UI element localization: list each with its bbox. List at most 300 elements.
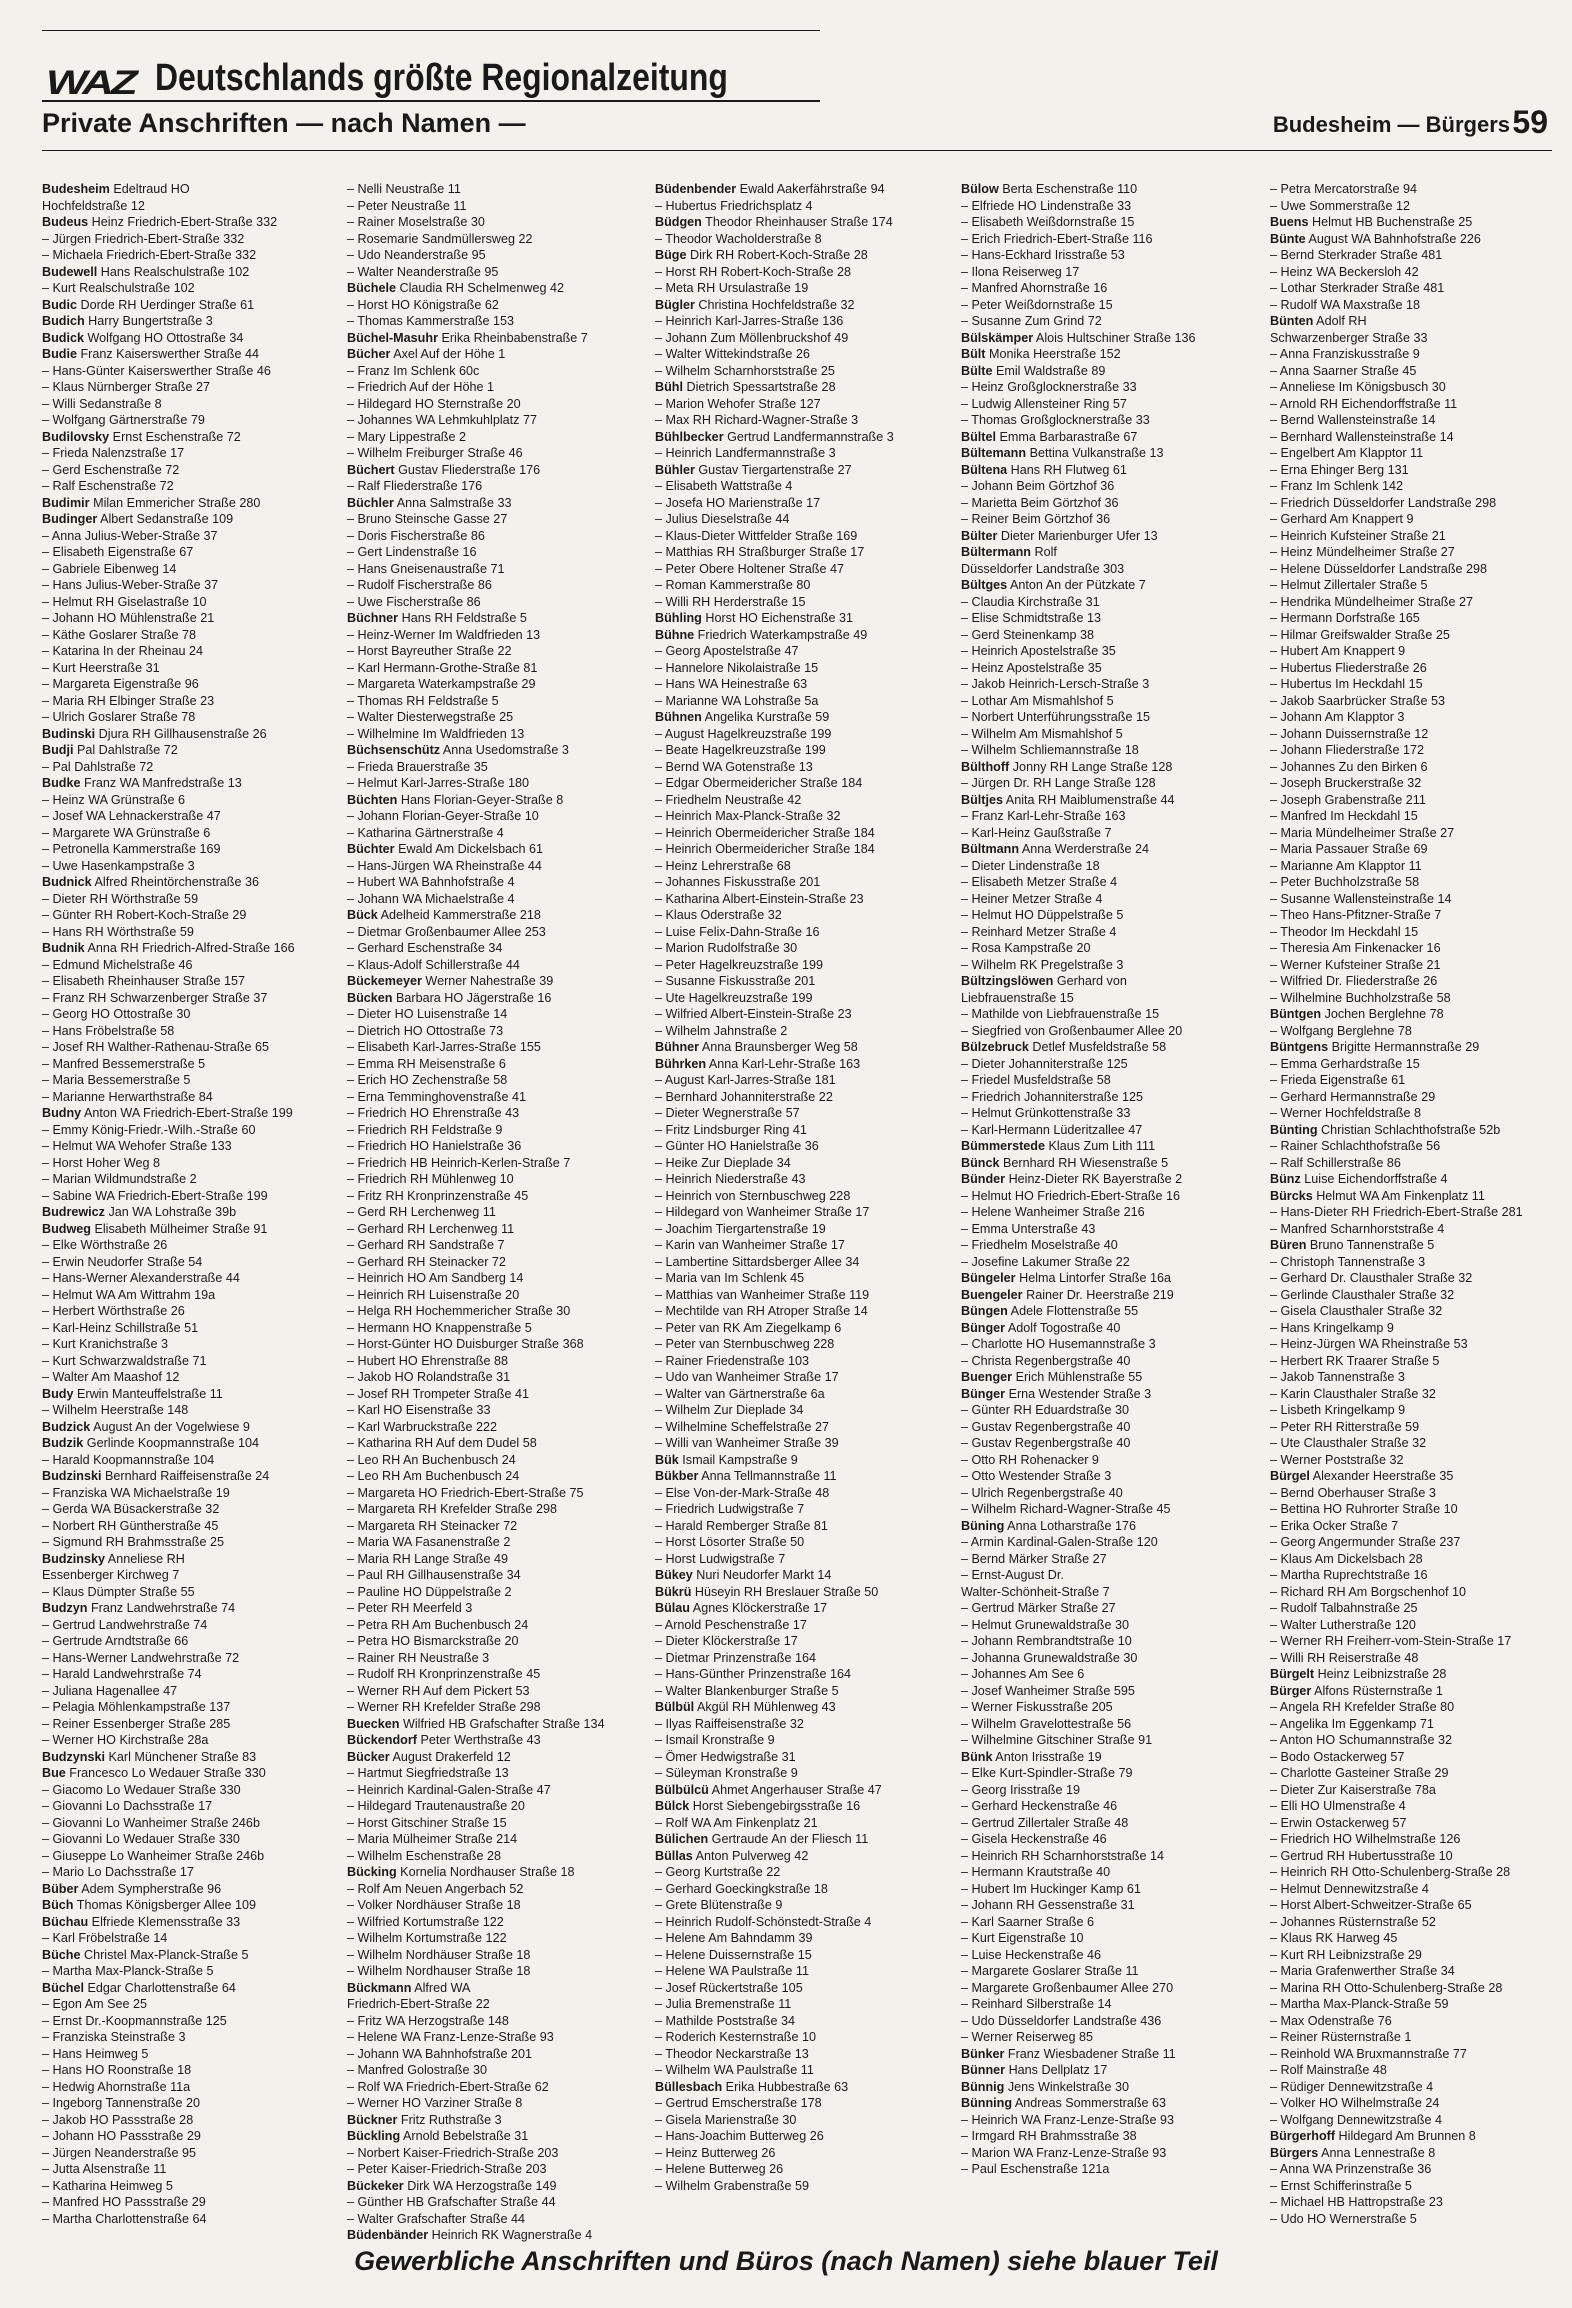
listing-entry: – Gerhard RH Sandstraße 7: [347, 1238, 505, 1252]
listing-entry: Düsseldorfer Landstraße 303: [961, 561, 1125, 576]
listing-entry: – Karl Hermann-Grothe-Straße 81: [347, 660, 538, 675]
listing-entry: – Klaus Oderstraße 32: [655, 908, 782, 922]
listing-entry: – Wilhelmine Buchholzstraße 58: [1270, 990, 1451, 1005]
listing-entry: – Hans-Werner Landwehrstraße 72: [42, 1650, 240, 1665]
listing-entry: Budinski Djura RH Gillhausenstraße 26: [42, 726, 267, 741]
listing-entry: Büchau Elfriede Klemensstraße 33: [42, 1914, 241, 1929]
listing-entry: – Horst Albert-Schweitzer-Straße 65: [1270, 1898, 1472, 1912]
surname-heading: Bünder: [961, 1172, 1006, 1186]
listing-entry: – Volker Nordhäuser Straße 18: [347, 1898, 521, 1912]
listing-entry: Bücken Barbara HO Jägerstraße 16: [347, 990, 552, 1005]
surname-heading: Büchten: [347, 792, 398, 807]
listing-entry: – Joseph Bruckerstraße 32: [1270, 776, 1422, 790]
listing-entry: – Harald Landwehrstraße 74: [42, 1667, 202, 1681]
listing-entry: – Paul Eschenstraße 121a: [961, 2162, 1110, 2176]
surname-heading: Bückner: [347, 2112, 398, 2127]
listing-entry: – Werner Kufsteiner Straße 21: [1270, 957, 1441, 972]
listing-entry: – Reiner Rüsternstraße 1: [1270, 2030, 1412, 2044]
listing-entry: – Georg Kurtstraße 22: [655, 1865, 781, 1879]
listing-entry: – Roderich Kesternstraße 10: [655, 2030, 817, 2044]
surname-heading: Budweg: [42, 1221, 91, 1236]
listing-entry: – Gertrud Emscherstraße 178: [655, 2096, 822, 2110]
listing-entry: – Gert Lindenstraße 16: [347, 545, 477, 559]
listing-entry: – Doris Fischerstraße 86: [347, 528, 485, 543]
surname-heading: Bünz: [1270, 1172, 1301, 1186]
listing-entry: – Pal Dahlstraße 72: [42, 759, 154, 774]
listing-entry: Büchter Ewald Am Dickelsbach 61: [347, 842, 543, 856]
listing-entry: – Grete Blütenstraße 9: [655, 1898, 783, 1912]
listing-entry: Liebfrauenstraße 15: [961, 990, 1074, 1005]
listing-entry: – Maria Mündelheimer Straße 27: [1270, 825, 1455, 840]
listing-entry: Büdgen Theodor Rheinhauser Straße 174: [655, 215, 893, 229]
listing-entry: – Johann WA Michaelstraße 4: [347, 891, 515, 906]
listing-entry: – Gerhard Heckenstraße 46: [961, 1799, 1118, 1813]
surname-heading: Büren: [1270, 1238, 1307, 1252]
listing-entry: – Elli HO Ulmenstraße 4: [1270, 1799, 1406, 1813]
listing-entry: – Otto Westender Straße 3: [961, 1469, 1112, 1483]
listing-entry: – Erna Ehinger Berg 131: [1270, 462, 1409, 477]
surname-heading: Bühling: [655, 611, 702, 625]
surname-heading: Budilovsky: [42, 429, 110, 444]
page-number: 59: [1512, 104, 1548, 140]
surname-heading: Budick: [42, 330, 84, 345]
surname-heading: Büngen: [961, 1304, 1008, 1318]
listing-entry: – Fritz RH Kronprinzenstraße 45: [347, 1188, 529, 1203]
listing-entry: – Katarina In der Rheinau 24: [42, 644, 204, 658]
listing-entry: – Pelagia Möhlenkampstraße 137: [42, 1700, 231, 1714]
listing-entry: Bürgelt Heinz Leibnizstraße 28: [1270, 1667, 1447, 1681]
listing-entry: – Heinrich Kufsteiner Straße 21: [1270, 528, 1446, 543]
listing-entry: Buens Helmut HB Buchenstraße 25: [1270, 215, 1473, 229]
listing-entry: – Klaus-Adolf Schillerstraße 44: [347, 957, 520, 972]
listing-entry: – Margarete Großenbaumer Allee 270: [961, 1980, 1174, 1995]
listing-entry: – Walter Am Maashof 12: [42, 1370, 180, 1384]
listing-entry: Bük Ismail Kampstraße 9: [655, 1452, 798, 1467]
listing-entry: Bünning Andreas Sommerstraße 63: [961, 2096, 1167, 2110]
listing-entry: Bünnig Jens Winkelstraße 30: [961, 2079, 1129, 2094]
surname-heading: Büdenbänder: [347, 2228, 429, 2242]
listing-entry: – Werner RH Auf dem Pickert 53: [347, 1683, 530, 1698]
listing-entry: – Hubertus Friedrichsplatz 4: [655, 198, 813, 213]
listing-entry: Bünck Bernhard RH Wiesenstraße 5: [961, 1155, 1169, 1170]
listing-entry: – Peter RH Meerfeld 3: [347, 1601, 473, 1615]
surname-heading: Buecken: [347, 1716, 400, 1731]
listing-entry: – Angela RH Krefelder Straße 80: [1270, 1700, 1455, 1714]
listing-entry: Büge Dirk RH Robert-Koch-Straße 28: [655, 248, 868, 262]
listing-entry: – Anneliese Im Königsbusch 30: [1270, 380, 1446, 394]
listing-entry: – Karl-Heinz Schillstraße 51: [42, 1320, 199, 1335]
surname-heading: Budesheim: [42, 182, 110, 196]
listing-entry: Budnik Anna RH Friedrich-Alfred-Straße 166: [42, 941, 295, 955]
listing-entry: – Petra RH Am Buchenbusch 24: [347, 1617, 529, 1632]
listing-entry: Budny Anton WA Friedrich-Ebert-Straße 199: [42, 1106, 293, 1120]
listing-entry: – Wilhelm Schliemannstraße 18: [961, 743, 1139, 757]
listing-entry: – Dieter Lindenstraße 18: [961, 858, 1100, 873]
listing-entry: – Hans Heimweg 5: [42, 2046, 149, 2061]
listing-entry: – Wilhelm Heerstraße 148: [42, 1403, 189, 1417]
surname-heading: Budich: [42, 314, 85, 328]
listing-entry: – Karl Warbruckstraße 222: [347, 1419, 498, 1434]
listing-entry: – Heinrich Kardinal-Galen-Straße 47: [347, 1782, 551, 1797]
listing-entry: Walter-Schönheit-Straße 7: [961, 1584, 1110, 1599]
listing-entry: – Johann HO Passstraße 29: [42, 2129, 201, 2143]
listing-entry: – Reiner Beim Görtzhof 36: [961, 512, 1111, 526]
listing-entry: – August Karl-Jarres-Straße 181: [655, 1073, 836, 1087]
listing-entry: Büngen Adele Flottenstraße 55: [961, 1304, 1139, 1318]
listing-entry: – Theodor Im Heckdahl 15: [1270, 924, 1419, 939]
listing-entry: – Walter Wittekindstraße 26: [655, 347, 810, 361]
listing-entry: – Dieter HO Luisenstraße 14: [347, 1007, 508, 1021]
listing-entry: Bühne Friedrich Waterkampstraße 49: [655, 627, 868, 642]
listing-entry: – Leo RH An Buchenbusch 24: [347, 1452, 516, 1467]
listing-entry: – Hermann Krautstraße 40: [961, 1865, 1111, 1879]
listing-entry: – Jutta Alsenstraße 11: [42, 2162, 167, 2176]
listing-entry: – Matthias van Wanheimer Straße 119: [655, 1287, 870, 1302]
listing-entry: – Marian Wildmundstraße 2: [42, 1172, 197, 1186]
listing-entry: – Gerhard Dr. Clausthaler Straße 32: [1270, 1271, 1473, 1285]
listing-entry: – Peter van Sternbuschweg 228: [655, 1337, 835, 1351]
surname-heading: Büdgen: [655, 215, 702, 229]
listing-entry: – Leo RH Am Buchenbusch 24: [347, 1469, 520, 1483]
listing-entry: – Karl HO Eisenstraße 33: [347, 1403, 491, 1417]
listing-entry: – Norbert Kaiser-Friedrich-Straße 203: [347, 2145, 559, 2160]
listing-entry: – Uwe Hasenkampstraße 3: [42, 858, 195, 873]
listing-entry: Büber Adem Sympherstraße 96: [42, 1881, 222, 1896]
listing-entry: Budke Franz WA Manfredstraße 13: [42, 776, 242, 790]
listing-entry: – Gustav Regenbergstraße 40: [961, 1436, 1131, 1450]
listing-entry: Bültermann Rolf: [961, 545, 1057, 559]
surname-heading: Bünner: [961, 2063, 1006, 2077]
listing-entry: – Hans Julius-Weber-Straße 37: [42, 578, 219, 592]
listing-entry: Bültel Emma Barbarastraße 67: [961, 429, 1138, 444]
surname-heading: Büge: [655, 248, 687, 262]
surname-heading: Bülbül: [655, 1700, 695, 1714]
listing-entry: Budick Wolfgang HO Ottostraße 34: [42, 330, 244, 345]
listing-entry: Büchner Hans RH Feldstraße 5: [347, 611, 527, 625]
listing-entry: Bügler Christina Hochfeldstraße 32: [655, 297, 855, 312]
listing-entry: – Ömer Hedwigstraße 31: [655, 1749, 796, 1764]
surname-heading: Bühlbecker: [655, 429, 724, 444]
listing-entry: – Heinrich WA Franz-Lenze-Straße 93: [961, 2112, 1175, 2127]
listing-entry: – Gisela Clausthaler Straße 32: [1270, 1304, 1443, 1318]
surname-heading: Büllas: [655, 1848, 693, 1863]
listing-entry: – Katharina Gärtnerstraße 4: [347, 825, 504, 840]
listing-entry: – Emma Gerhardstraße 15: [1270, 1056, 1420, 1071]
surname-heading: Bürgelt: [1270, 1667, 1315, 1681]
listing-entry: – Horst Lösorter Straße 50: [655, 1535, 805, 1549]
listing-entry: – Wilhelm Jahnstraße 2: [655, 1023, 788, 1038]
listing-entry: – Werner Reiserweg 85: [961, 2030, 1094, 2044]
listing-entry: – Hans Kringelkamp 9: [1270, 1320, 1394, 1335]
listing-entry: – Walter van Gärtnerstraße 6a: [655, 1386, 825, 1401]
surname-heading: Bültzingslöwen: [961, 974, 1054, 988]
listing-entry: – Kurt Heerstraße 31: [42, 660, 160, 675]
listing-entry: – Rolf WA Friedrich-Ebert-Straße 62: [347, 2079, 549, 2094]
listing-entry: – Josef Rückertstraße 105: [655, 1980, 803, 1995]
listing-entry: – Jakob HO Rolandstraße 31: [347, 1370, 511, 1384]
listing-entry: – Engelbert Am Klapptor 11: [1270, 446, 1424, 460]
surname-heading: Bültjes: [961, 792, 1003, 807]
listing-entry: – Frieda Eigenstraße 61: [1270, 1073, 1406, 1087]
listing-entry: – Heinz Lehrerstraße 68: [655, 858, 791, 873]
surname-heading: Bünting: [1270, 1122, 1318, 1137]
listing-entry: – Gertrud Landwehrstraße 74: [42, 1617, 208, 1632]
listing-entry: – Friedrich Düsseldorfer Landstraße 298: [1270, 495, 1497, 510]
surname-heading: Bülck: [655, 1799, 690, 1813]
listing-entry: – Nelli Neustraße 11: [347, 182, 461, 196]
listing-entry: – Angelika Im Eggenkamp 71: [1270, 1716, 1434, 1731]
listing-entry: – Gerda WA Büsackerstraße 32: [42, 1502, 220, 1516]
listing-entry: Büdenbänder Heinrich RK Wagnerstraße 4: [347, 2228, 593, 2242]
surname-heading: Büchert: [347, 462, 395, 477]
listing-entry: – Günter RH Eduardstraße 30: [961, 1403, 1129, 1417]
masthead-tagline: Deutschlands größte Regionalzeitung: [154, 57, 728, 99]
surname-heading: Budnik: [42, 941, 85, 955]
listing-entry: – Theresia Am Finkenacker 16: [1270, 941, 1441, 955]
surname-heading: Budic: [42, 297, 77, 312]
listing-entry: – Katharina Heimweg 5: [42, 2178, 173, 2193]
listing-entry: Budnick Alfred Rheintörchenstraße 36: [42, 875, 259, 889]
listing-entry: – Gisela Heckenstraße 46: [961, 1832, 1107, 1846]
listing-entry: – Petronella Kammerstraße 169: [42, 842, 221, 856]
listing-entry: – Rudolf WA Maxstraße 18: [1270, 297, 1421, 312]
listing-entry: – Peter van RK Am Ziegelkamp 6: [655, 1320, 842, 1335]
listing-entry: – Gerhard Goeckingkstraße 18: [655, 1881, 828, 1896]
listing-entry: Bült Monika Heerstraße 152: [961, 347, 1121, 361]
listing-entry: – Werner RH Krefelder Straße 298: [347, 1700, 541, 1714]
listing-entry: – Werner HO Varziner Straße 8: [347, 2096, 523, 2110]
listing-entry: – Reinhard Metzer Straße 4: [961, 924, 1117, 939]
surname-heading: Bük: [655, 1452, 679, 1467]
listing-entry: Büchert Gustav Fliederstraße 176: [347, 462, 541, 477]
listing-entry: – Heinrich RH Scharnhorststraße 14: [961, 1848, 1164, 1863]
listing-entry: – Wilhelmine Scheffelstraße 27: [655, 1419, 830, 1434]
surname-heading: Buens: [1270, 215, 1309, 229]
listing-entry: Bültmann Anna Werderstraße 24: [961, 842, 1150, 856]
listing-entry: – Joachim Tiergartenstraße 19: [655, 1221, 826, 1236]
listing-entry: – Walter Blankenburger Straße 5: [655, 1683, 839, 1698]
listing-entry: – Dietrich HO Ottostraße 73: [347, 1023, 504, 1038]
listing-entry: – Marion Wehofer Straße 127: [655, 396, 821, 411]
surname-heading: Büche: [42, 1947, 81, 1962]
listing-entry: – Hildegard von Wanheimer Straße 17: [655, 1205, 870, 1219]
listing-entry: Budesheim Edeltraud HO: [42, 182, 190, 196]
listing-entry: – Karl-Hermann Lüderitzallee 47: [961, 1122, 1143, 1137]
listing-entry: – Maria Bessemerstraße 5: [42, 1073, 191, 1087]
listing-entry: Bühnen Angelika Kurstraße 59: [655, 710, 830, 724]
listing-entry: Bülbülcü Ahmet Angerhauser Straße 47: [655, 1782, 882, 1797]
listing-entry: – Helene Butterweg 26: [655, 2162, 784, 2176]
listing-entry: Büchele Claudia RH Schelmenweg 42: [347, 281, 565, 295]
surname-heading: Bünker: [961, 2046, 1005, 2061]
listing-entry: – Sigmund RH Brahmsstraße 25: [42, 1535, 224, 1549]
listing-column-2: [347, 181, 645, 2242]
listing-entry: Budilovsky Ernst Eschenstraße 72: [42, 429, 241, 444]
listing-entry: Büchsenschütz Anna Usedomstraße 3: [347, 743, 569, 757]
listing-entry: – Manfred Golostraße 30: [347, 2063, 488, 2077]
surname-heading: Budrewicz: [42, 1205, 105, 1219]
listing-entry: – Heinrich Rudolf-Schönstedt-Straße 4: [655, 1914, 872, 1929]
listing-entry: – Klaus Nürnberger Straße 27: [42, 380, 211, 394]
surname-heading: Bühner: [655, 1040, 700, 1054]
surname-heading: Büllesbach: [655, 2079, 723, 2094]
listing-entry: Hochfeldstraße 12: [42, 198, 145, 213]
surname-heading: Budimir: [42, 495, 90, 510]
listing-entry: Bültena Hans RH Flutweg 61: [961, 462, 1127, 477]
listing-entry: Bühler Gustav Tiergartenstraße 27: [655, 462, 852, 477]
surname-heading: Buenger: [961, 1370, 1013, 1384]
listing-entry: Bürcks Helmut WA Am Finkenplatz 11: [1270, 1188, 1485, 1203]
listing-entry: – Wilhelmine Im Waldfrieden 13: [347, 726, 525, 741]
surname-heading: Bücking: [347, 1865, 397, 1879]
listing-entry: – Gertrud RH Hubertusstraße 10: [1270, 1848, 1453, 1863]
surname-heading: Budji: [42, 743, 74, 757]
listing-entry: – Elisabeth Metzer Straße 4: [961, 875, 1118, 889]
listing-entry: – Reinhard Silberstraße 14: [961, 1997, 1112, 2011]
listing-entry: Bülskämper Alois Hultschiner Straße 136: [961, 330, 1196, 345]
listing-entry: – Rainer RH Neustraße 3: [347, 1650, 490, 1665]
listing-entry: – Theodor Neckarstraße 13: [655, 2046, 809, 2061]
listing-entry: – Anna Julius-Weber-Straße 37: [42, 528, 218, 543]
listing-entry: – Erich Friedrich-Ebert-Straße 116: [961, 231, 1153, 246]
listing-entry: – Elisabeth Eigenstraße 67: [42, 545, 194, 559]
listing-entry: Bünker Franz Wiesbadener Straße 11: [961, 2046, 1176, 2061]
listing-entry: – Friedrich Ludwigstraße 7: [655, 1502, 805, 1516]
listing-entry: – Theo Hans-Pfitzner-Straße 7: [1270, 908, 1442, 922]
listing-entry: – Elisabeth Rheinhauser Straße 157: [42, 974, 246, 988]
listing-entry: – Edmund Michelstraße 46: [42, 957, 193, 972]
listing-entry: – Elisabeth Wattstraße 4: [655, 479, 793, 493]
listing-entry: – Hannelore Nikolaistraße 15: [655, 660, 819, 675]
listing-entry: Bühl Dietrich Spessartstraße 28: [655, 380, 836, 394]
listing-entry: Bülbül Akgül RH Mühlenweg 43: [655, 1700, 836, 1714]
listing-entry: – Heinz Butterweg 26: [655, 2145, 776, 2160]
listing-entry: – Friedrich Auf der Höhe 1: [347, 380, 495, 394]
surname-heading: Bükey: [655, 1568, 693, 1582]
listing-entry: – Peter Obere Holtener Straße 47: [655, 561, 845, 576]
listing-entry: – Mary Lippestraße 2: [347, 429, 466, 444]
listing-entry: – Hans WA Heinestraße 63: [655, 677, 808, 691]
listing-entry: – Franziska Steinstraße 3: [42, 2030, 186, 2044]
listing-entry: – Friedrich HO Wilhelmstraße 126: [1270, 1832, 1461, 1846]
listing-entry: – Helmut WA Wehofer Straße 133: [42, 1139, 232, 1153]
waz-logo: WAZ: [46, 63, 135, 102]
surname-heading: Bürgel: [1270, 1469, 1310, 1483]
listing-entry: – Bernd WA Gotenstraße 13: [655, 759, 813, 774]
listing-entry: – Petra Mercatorstraße 94: [1270, 182, 1417, 196]
listing-entry: – Werner Fiskusstraße 205: [961, 1700, 1113, 1714]
listing-entry: – Julius Dieselstraße 44: [655, 512, 790, 526]
listing-entry: – Marianne Herwarthstraße 84: [42, 1089, 213, 1104]
listing-entry: – Juliana Hagenallee 47: [42, 1683, 178, 1698]
listing-entry: Büllesbach Erika Hubbestraße 63: [655, 2079, 849, 2094]
listing-entry: – Manfred Bessemerstraße 5: [42, 1056, 206, 1071]
listing-entry: – Hubert WA Bahnhofstraße 4: [347, 875, 515, 889]
listing-entry: – Elisabeth Karl-Jarres-Straße 155: [347, 1040, 541, 1054]
listing-entry: – Jürgen Friedrich-Ebert-Straße 332: [42, 231, 245, 246]
listing-entry: – Wilhelmine Gitschiner Straße 91: [961, 1733, 1153, 1747]
listing-entry: – Werner RH Freiherr-vom-Stein-Straße 17: [1270, 1634, 1512, 1648]
masthead: [46, 52, 837, 100]
listing-entry: Buecken Wilfried HB Grafschafter Straße 134: [347, 1716, 605, 1731]
listing-entry: – Bernhard Wallensteinstraße 14: [1270, 429, 1454, 444]
surname-heading: Bückemeyer: [347, 974, 422, 988]
surname-heading: Bünck: [961, 1155, 1000, 1170]
listing-entry: Bültemann Bettina Vulkanstraße 13: [961, 446, 1164, 460]
surname-heading: Bünk: [961, 1749, 993, 1764]
listing-entry: – Johannes Zu den Birken 6: [1270, 759, 1428, 774]
listing-entry: – Irmgard RH Brahmsstraße 38: [961, 2129, 1137, 2143]
listing-entry: – Gerd Eschenstraße 72: [42, 462, 180, 477]
listing-entry: – Frieda Nalenzstraße 17: [42, 446, 185, 460]
listing-entry: – Maria Passauer Straße 69: [1270, 842, 1428, 856]
listing-entry: – Dieter RH Wörthstraße 59: [42, 891, 199, 906]
listing-entry: – Susanne Fiskusstraße 201: [655, 974, 816, 988]
listing-entry: – Johanna Grunewaldstraße 30: [961, 1650, 1138, 1665]
surname-heading: Bue: [42, 1766, 66, 1780]
listing-entry: – Hans-Dieter RH Friedrich-Ebert-Straße 281: [1270, 1205, 1523, 1219]
listing-entry: – Franz Karl-Lehr-Straße 163: [961, 809, 1126, 823]
listing-entry: – Willi Sedanstraße 8: [42, 396, 162, 411]
listing-entry: – Georg Apostelstraße 47: [655, 644, 799, 658]
listing-entry: – Heinrich Apostelstraße 35: [961, 644, 1116, 658]
listing-entry: – Wilfried Kortumstraße 122: [347, 1914, 504, 1929]
surname-heading: Bürgerhoff: [1270, 2129, 1336, 2143]
surname-heading: Bünger: [961, 1320, 1006, 1335]
surname-heading: Bükber: [655, 1469, 699, 1483]
listing-column-1: [42, 181, 340, 2226]
listing-entry: – Manfred Scharnhorststraße 4: [1270, 1221, 1445, 1236]
listing-entry: Budrewicz Jan WA Lohstraße 39b: [42, 1205, 237, 1219]
surname-heading: Bülbülcü: [655, 1782, 709, 1797]
listing-entry: – Thomas RH Feldstraße 5: [347, 693, 499, 708]
listing-entry: – Johann WA Bahnhofstraße 201: [347, 2046, 533, 2061]
listing-entry: – Heinrich Landfermannstraße 3: [655, 446, 836, 460]
listing-entry: – Bruno Steinsche Gasse 27: [347, 512, 508, 526]
listing-entry: Bürgers Anna Lennestraße 8: [1270, 2145, 1436, 2160]
listing-entry: Bürger Alfons Rüsternstraße 1: [1270, 1683, 1443, 1698]
listing-entry: – Gerlinde Clausthaler Straße 32: [1270, 1287, 1455, 1302]
surname-heading: Bülau: [655, 1601, 690, 1615]
surname-heading: Büchter: [347, 842, 395, 856]
listing-entry: Bückendorf Peter Werthstraße 43: [347, 1733, 541, 1747]
listing-entry: Bültges Anton An der Pützkate 7: [961, 578, 1146, 592]
listing-entry: – Dietmar Großenbaumer Allee 253: [347, 924, 546, 939]
listing-entry: – Harald Koopmannstraße 104: [42, 1452, 215, 1467]
listing-entry: – Ernst Dr.-Koopmannstraße 125: [42, 2013, 227, 2028]
listing-entry: – Friedhelm Neustraße 42: [655, 792, 802, 807]
listing-entry: Friedrich-Ebert-Straße 22: [347, 1997, 490, 2011]
listing-entry: Büllas Anton Pulverweg 42: [655, 1848, 809, 1863]
listing-entry: – Paul RH Gillhausenstraße 34: [347, 1568, 521, 1582]
listing-entry: – Lothar Sterkrader Straße 481: [1270, 281, 1445, 295]
listing-entry: Bümmerstede Klaus Zum Lith 111: [961, 1139, 1156, 1153]
listing-entry: Büren Bruno Tannenstraße 5: [1270, 1238, 1435, 1252]
listing-entry: – Manfred Ahornstraße 16: [961, 281, 1108, 295]
listing-entry: Bülichen Gertraude An der Fliesch 11: [655, 1832, 869, 1846]
listing-entry: Büch Thomas Königsberger Allee 109: [42, 1898, 256, 1912]
listing-entry: – Maria RH Elbinger Straße 23: [42, 693, 215, 708]
listing-entry: – Wilhelm WA Paulstraße 11: [655, 2063, 814, 2077]
listing-entry: – Johann Am Klapptor 3: [1270, 710, 1405, 724]
listing-entry: Bünten Adolf RH: [1270, 314, 1367, 328]
listing-entry: – Günther HB Grafschafter Straße 44: [347, 2195, 556, 2209]
listing-entry: – Jakob HO Passstraße 28: [42, 2112, 194, 2127]
listing-entry: – Dieter Zur Kaiserstraße 78a: [1270, 1782, 1436, 1797]
surname-heading: Bügler: [655, 297, 695, 312]
listing-entry: Büchel Edgar Charlottenstraße 64: [42, 1980, 236, 1995]
listing-entry: Bülow Berta Eschenstraße 110: [961, 182, 1138, 196]
